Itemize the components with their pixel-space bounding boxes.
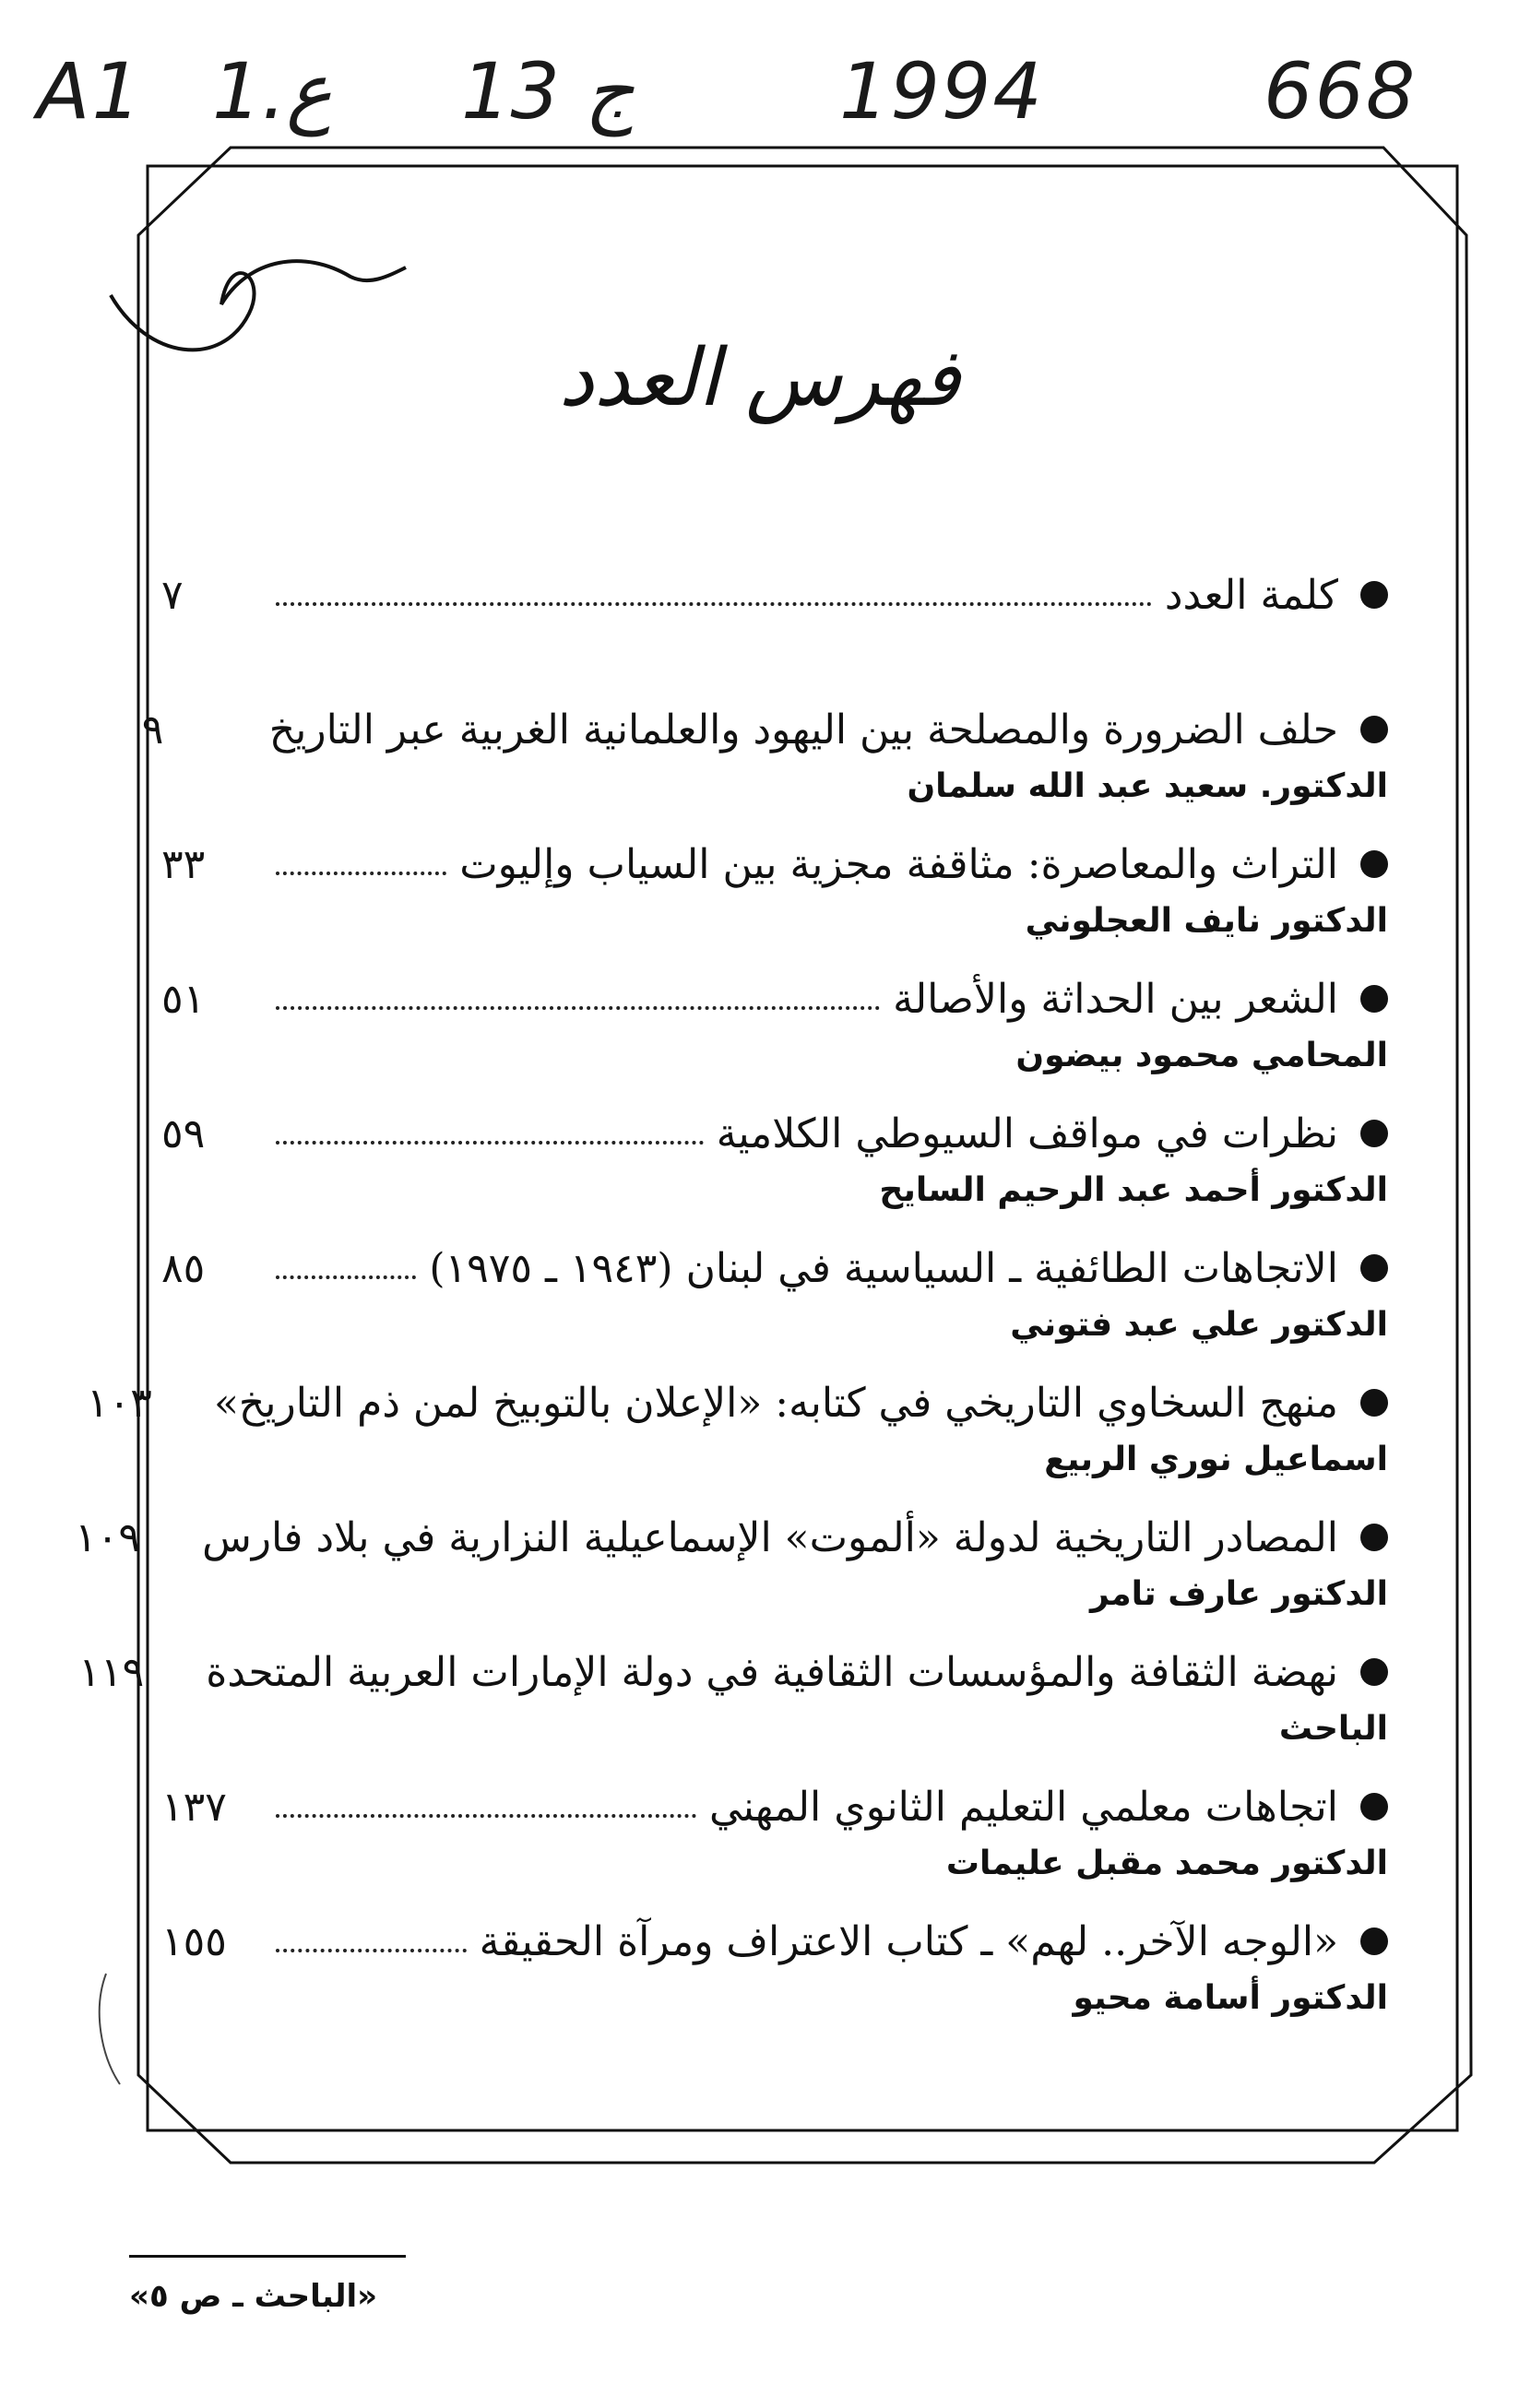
handwritten-series: A1 xyxy=(37,46,143,136)
toc-entry xyxy=(78,1640,1388,1774)
toc-entry-author: الدكتور نايف العجلوني xyxy=(1025,902,1388,940)
toc-entry-page: ١٥٥ xyxy=(161,1917,227,1965)
toc-entry-title: نهضة الثقافة والمؤسسات الثقافية في دولة الإمارات العربية المتحدة xyxy=(206,1648,1338,1696)
toc-entry-title: «الوجه الآخر.. لهم» ـ كتاب الاعتراف ومرآة الحقيقة xyxy=(479,1917,1338,1965)
toc-entry xyxy=(161,1909,1388,2044)
bullet-icon xyxy=(1360,716,1388,743)
toc-entry xyxy=(141,697,1388,832)
toc-entry-page: ١٠٩ xyxy=(75,1513,140,1561)
dot-leader xyxy=(276,1275,416,1279)
toc-entry-author: الدكتور علي عبد فتوني xyxy=(1010,1306,1388,1344)
toc-entry-page: ٥٩ xyxy=(161,1109,206,1157)
toc-entry xyxy=(161,832,1388,967)
toc-entry-title: اتجاهات معلمي التعليم الثانوي المهني xyxy=(708,1783,1338,1831)
bullet-icon xyxy=(1360,1928,1388,1955)
toc-entry-page: ١١٩ xyxy=(78,1648,145,1696)
dot-leader xyxy=(276,872,446,875)
bullet-icon xyxy=(1360,1793,1388,1821)
toc-entry-page: ١٠٣ xyxy=(86,1379,152,1427)
toc-entry-author: الدكتور محمد مقبل عليمات xyxy=(945,1845,1388,1882)
toc-entry-author: الدكتور أسامة محيو xyxy=(1073,1979,1388,2017)
dot-leader xyxy=(276,1006,880,1010)
dot-leader xyxy=(276,602,1152,606)
toc-entry xyxy=(75,1505,1388,1640)
toc-entry-page: ٨٥ xyxy=(161,1244,206,1292)
toc-entry-author: الدكتور. سعيد عبد الله سلمان xyxy=(907,767,1388,805)
dot-leader xyxy=(276,1814,696,1818)
dot-leader xyxy=(276,1141,704,1145)
toc-entry xyxy=(161,563,1388,697)
handwritten-issue: 13 ج xyxy=(461,46,635,136)
handwritten-volume: 1.ع xyxy=(212,46,333,136)
bullet-icon xyxy=(1360,850,1388,878)
bullet-icon xyxy=(1360,1389,1388,1417)
bullet-icon xyxy=(1360,1120,1388,1147)
bullet-icon xyxy=(1360,1524,1388,1551)
toc-entry-page: ٧ xyxy=(161,571,184,619)
toc-entry-author: الدكتور عارف تامر xyxy=(1089,1575,1388,1613)
toc-entry-page: ٣٣ xyxy=(161,840,206,888)
toc-entry-title: الشعر بين الحداثة والأصالة xyxy=(893,975,1338,1023)
footnote: «الباحث ـ ص ٥» xyxy=(129,2278,378,2315)
bullet-icon xyxy=(1360,581,1388,609)
bullet-icon xyxy=(1360,1658,1388,1686)
bullet-icon xyxy=(1360,985,1388,1013)
bullet-icon xyxy=(1360,1254,1388,1282)
toc-entry xyxy=(161,1101,1388,1236)
toc-entry-author: الدكتور أحمد عبد الرحيم السايح xyxy=(879,1171,1388,1209)
footnote-rule xyxy=(129,2255,406,2258)
handwritten-year: 1994 xyxy=(839,46,1044,136)
toc-entry-title: المصادر التاريخية لدولة «ألموت» الإسماعيلية النزارية في بلاد فارس xyxy=(202,1513,1338,1561)
toc-entry-title: كلمة العدد xyxy=(1164,571,1338,619)
toc-entry-title: منهج السخاوي التاريخي في كتابه: «الإعلان بالتوبيخ لمن ذم التاريخ» xyxy=(213,1379,1338,1427)
handwritten-code: 668 xyxy=(1264,46,1418,136)
table-of-contents xyxy=(75,563,1388,2044)
toc-entry xyxy=(161,1236,1388,1370)
page-title: فهرس العدد xyxy=(558,332,961,424)
toc-entry-page: ١٣٧ xyxy=(161,1783,227,1831)
toc-entry xyxy=(86,1370,1388,1505)
toc-entry-page: ٥١ xyxy=(161,975,206,1023)
toc-entry-title: حلف الضرورة والمصلحة بين اليهود والعلمانية الغربية عبر التاريخ xyxy=(268,706,1338,753)
toc-entry-author: المحامي محمود بيضون xyxy=(1015,1037,1388,1074)
toc-entry-author: الباحث xyxy=(1278,1710,1388,1748)
dot-leader xyxy=(276,1949,467,1952)
toc-entry-title: نظرات في مواقف السيوطي الكلامية xyxy=(716,1109,1338,1157)
toc-entry-title: التراث والمعاصرة: مثاقفة مجزية بين السياب وإليوت xyxy=(459,840,1338,888)
toc-entry xyxy=(161,967,1388,1101)
toc-entry-title: الاتجاهات الطائفية ـ السياسية في لبنان (١٩٤٣ ـ ١٩٧٥) xyxy=(429,1244,1338,1292)
toc-entry xyxy=(161,1774,1388,1909)
toc-entry-author: اسماعيل نوري الربيع xyxy=(1044,1441,1388,1478)
toc-entry-page: ٩ xyxy=(141,706,164,753)
